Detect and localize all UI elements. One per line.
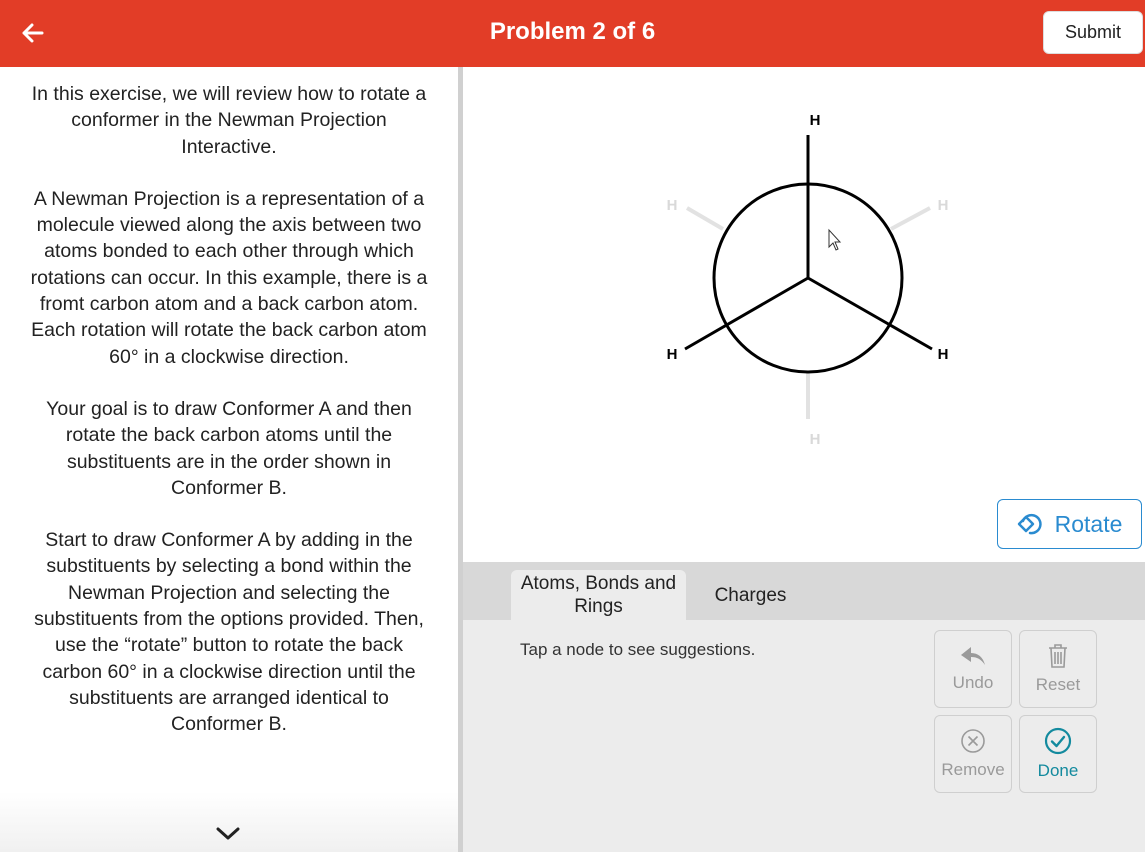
tab-charges[interactable]: Charges: [714, 584, 787, 606]
instruction-paragraph: In this exercise, we will review how to rotate a conformer in the Newman Projection Interactive.: [31, 83, 427, 158]
atom-label-back-bottom[interactable]: H: [809, 431, 821, 448]
newman-projection[interactable]: [463, 67, 1145, 487]
remove-button[interactable]: [934, 715, 1012, 793]
atom-label-front-top[interactable]: H: [809, 112, 821, 129]
tools-panel: [463, 620, 1145, 852]
close-circle-icon: [960, 728, 986, 754]
expand-button[interactable]: [213, 822, 243, 846]
atom-label-front-lower-right[interactable]: H: [937, 346, 949, 363]
top-bar: [0, 0, 1145, 67]
atom-label-front-lower-left[interactable]: H: [666, 346, 678, 363]
rotate-label: Rotate: [1054, 510, 1123, 537]
mouse-cursor-icon: [829, 230, 840, 250]
front-bond-lower-left[interactable]: [685, 278, 808, 349]
atom-label-back-upper-right[interactable]: H: [937, 197, 949, 214]
undo-label: Undo: [952, 673, 994, 692]
trash-icon: [1047, 643, 1069, 669]
suggestion-hint: Tap a node to see suggestions.: [520, 640, 756, 659]
back-bond-upper-right[interactable]: [891, 208, 930, 229]
front-bond-lower-right[interactable]: [808, 278, 932, 349]
back-bond-upper-left[interactable]: [687, 208, 723, 229]
remove-label: Remove: [941, 760, 1005, 779]
check-circle-icon: [1044, 727, 1072, 755]
instructions-text: [0, 67, 458, 738]
atom-label-back-upper-left[interactable]: H: [666, 197, 678, 214]
done-label: Done: [1037, 761, 1079, 780]
undo-icon: [959, 645, 987, 667]
rotate-button[interactable]: [997, 499, 1142, 549]
instruction-paragraph: Start to draw Conformer A by adding in the substituents by selecting a bond within the Newman Projection and selecting the substituents from the options provided. Then, use the “rotate” button to rotate the back carbon 60° in a clockwise direction until the substituents are arranged identical to Conformer B.: [34, 529, 424, 736]
reset-label: Reset: [1035, 675, 1081, 694]
page-title: Problem 2 of 6: [489, 18, 656, 45]
instruction-paragraph: Your goal is to draw Conformer A and then rotate the back carbon atoms until the substituents are in the order shown in Conformer B.: [46, 397, 412, 499]
reset-button[interactable]: [1019, 630, 1097, 708]
rotate-icon: [1017, 511, 1045, 537]
tab-atoms-bonds-rings[interactable]: Atoms, Bonds and Rings: [511, 570, 686, 620]
submit-button[interactable]: Submit: [1043, 11, 1143, 54]
tool-tabs: [463, 562, 1145, 620]
chevron-down-icon: [216, 827, 240, 841]
instruction-paragraph: A Newman Projection is a representation of a molecule viewed along the axis between two atoms bonded to each other through which rotations can occur. In this example, there is a fromt carbon atom and a back carbon atom. Each rotation will rotate the back carbon atom 60° in a clockwise direction.: [30, 187, 428, 368]
undo-button[interactable]: [934, 630, 1012, 708]
instructions-panel[interactable]: [0, 67, 458, 852]
drawing-canvas[interactable]: [463, 67, 1145, 562]
done-button[interactable]: [1019, 715, 1097, 793]
